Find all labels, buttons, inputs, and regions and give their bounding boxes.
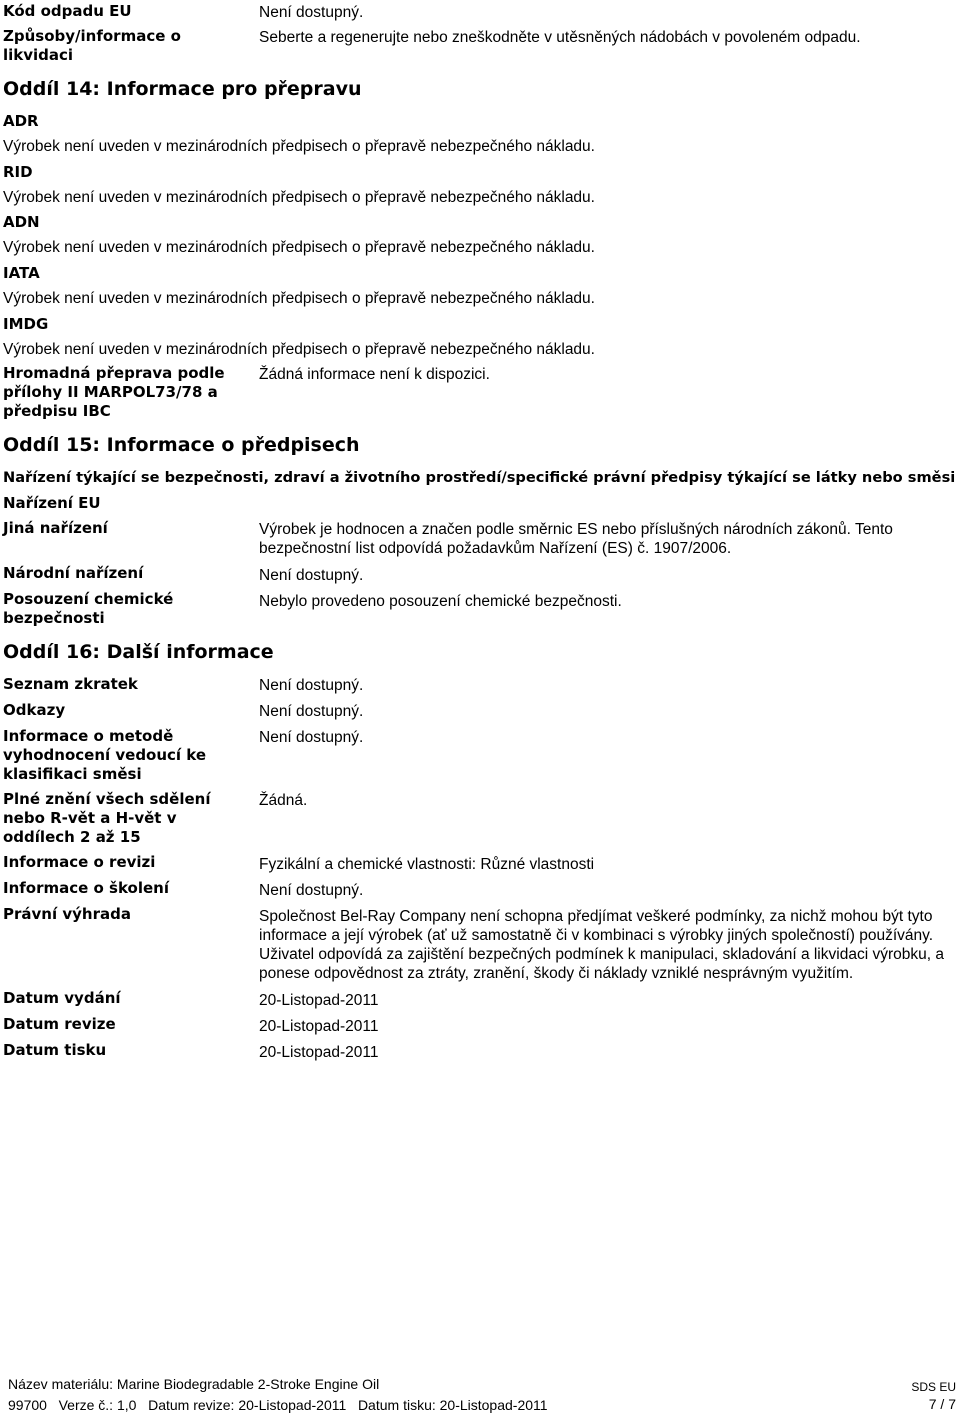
footer-page-number: 7 / 7 <box>928 1396 956 1412</box>
mode-text: Výrobek není uveden v mezinárodních předpisech o přepravě nebezpečného nákladu. <box>3 239 595 256</box>
mode-text: Výrobek není uveden v mezinárodních předpisech o přepravě nebezpečného nákladu. <box>3 138 595 155</box>
disposal-value: Seberte a regenerujte nebo zneškodněte v utěsněných nádobách v povoleném odpadu. <box>259 29 861 46</box>
abbreviations-label: Seznam zkratek <box>3 675 138 693</box>
bulk-transport-label: Hromadná přeprava podle přílohy II MARPOL73/78 a předpisu IBC <box>3 364 225 420</box>
disposal-label: Způsoby/informace o likvidaci <box>3 27 181 64</box>
section14-title: Oddíl 14: Informace pro přepravu <box>3 78 362 100</box>
print-date-label: Datum tisku <box>3 1041 107 1059</box>
section16-title: Oddíl 16: Další informace <box>3 641 274 663</box>
method-value: Není dostupný. <box>259 729 364 746</box>
mode-name: IMDG <box>3 315 49 333</box>
national-regulation-label: Národní nařízení <box>3 564 144 582</box>
mode-name: ADR <box>3 112 39 130</box>
print-date-value: 20-Listopad-2011 <box>259 1044 379 1061</box>
r-phrases-label: Plné znění všech sdělení nebo R-vět a H-vět v oddílech 2 až 15 <box>3 790 211 846</box>
other-regulation-label: Jiná nařízení <box>3 519 108 537</box>
references-value: Není dostupný. <box>259 703 364 720</box>
national-regulation-value: Není dostupný. <box>259 567 364 584</box>
references-label: Odkazy <box>3 701 66 719</box>
section15-title: Oddíl 15: Informace o předpisech <box>3 434 360 456</box>
training-value: Není dostupný. <box>259 882 364 899</box>
chemical-safety-label: Posouzení chemické bezpečnosti <box>3 590 174 627</box>
other-regulation-value: Výrobek je hodnocen a značen podle směrnic ES nebo příslušných národních zákonů. Tento bezpečnostní list odpovídá požadavkům Nařízení (ES) č. 1907/2006. <box>259 521 893 557</box>
mode-text: Výrobek není uveden v mezinárodních předpisech o přepravě nebezpečného nákladu. <box>3 189 595 206</box>
bulk-transport-value: Žádná informace není k dispozici. <box>259 366 490 383</box>
training-label: Informace o školení <box>3 879 169 897</box>
mode-name: IATA <box>3 264 40 282</box>
disclaimer-label: Právní výhrada <box>3 905 131 923</box>
ewc-label: Kód odpadu EU <box>3 2 132 20</box>
chemical-safety-value: Nebylo provedeno posouzení chemické bezpečnosti. <box>259 593 622 610</box>
mode-text: Výrobek není uveden v mezinárodních předpisech o přepravě nebezpečného nákladu. <box>3 290 595 307</box>
revision-info-label: Informace o revizi <box>3 853 156 871</box>
mode-name: RID <box>3 163 33 181</box>
mode-text: Výrobek není uveden v mezinárodních předpisech o přepravě nebezpečného nákladu. <box>3 341 595 358</box>
revision-date-value: 20-Listopad-2011 <box>259 1018 379 1035</box>
issue-date-label: Datum vydání <box>3 989 121 1007</box>
issue-date-value: 20-Listopad-2011 <box>259 992 379 1009</box>
eu-regulation-label: Nařízení EU <box>3 494 101 512</box>
method-label: Informace o metodě vyhodnocení vedoucí ke klasifikaci směsi <box>3 727 207 783</box>
footer-doc-type: SDS EU <box>911 1380 956 1394</box>
footer-material-name: Název materiálu: Marine Biodegradable 2-Stroke Engine Oil <box>8 1376 380 1392</box>
ewc-value: Není dostupný. <box>259 4 364 21</box>
footer-meta: 99700 Verze č.: 1,0 Datum revize: 20-Listopad-2011 Datum tisku: 20-Listopad-2011 <box>8 1397 548 1413</box>
revision-info-value: Fyzikální a chemické vlastnosti: Různé vlastnosti <box>259 856 595 873</box>
revision-date-label: Datum revize <box>3 1015 116 1033</box>
disclaimer-value: Společnost Bel-Ray Company není schopna předjímat veškeré podmínky, za nichž mohou být tyto informace a její výrobek (ať už samostatně či v kombinaci s výrobky jiných společností) používány. Uživatel odpovídá za zajištění bezpečných podmínek k manipulaci, skladování a likvidaci výrobku, a ponese odpovědnost za ztráty, zranění, škody či náklady vzniklé nesprávným využitím. <box>259 908 944 982</box>
section15-subtitle: Nařízení týkající se bezpečnosti, zdraví a životního prostředí/specifické právní předpisy týkající se látky nebo směsi <box>3 469 956 486</box>
r-phrases-value: Žádná. <box>259 792 308 809</box>
mode-name: ADN <box>3 213 40 231</box>
abbreviations-value: Není dostupný. <box>259 677 364 694</box>
